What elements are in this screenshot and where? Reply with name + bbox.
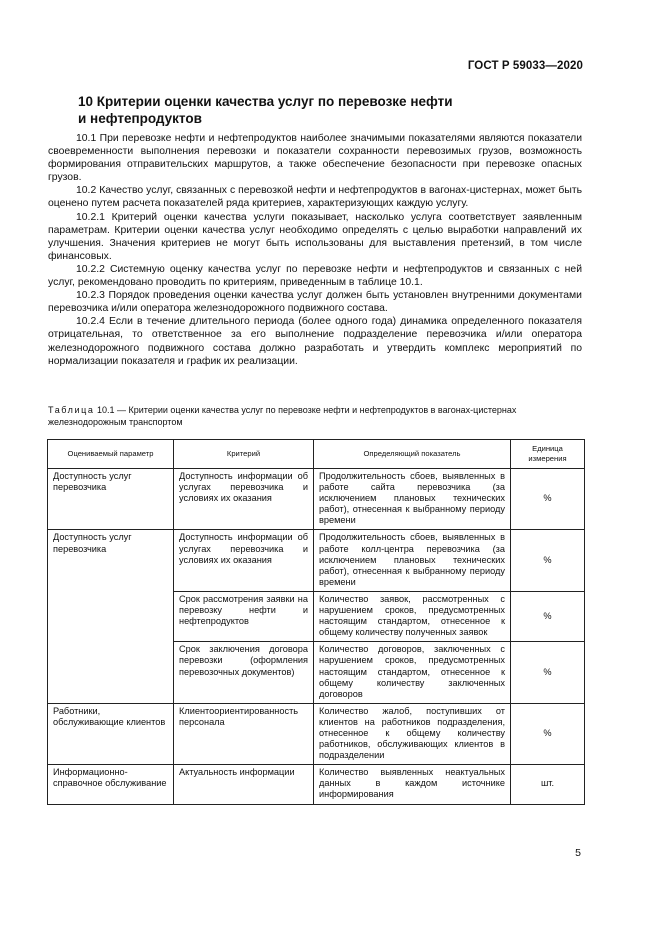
standard-code: ГОСТ Р 59033—2020 (467, 60, 583, 72)
cell-unit: % (511, 591, 585, 641)
cell-parameter: Работники, обслуживающие клиентов (48, 703, 174, 764)
section-title-line-1: 10 Критерии оценки качества услуг по перевозке нефти (78, 94, 453, 109)
cell-indicator: Продолжительность сбоев, выявленных в работе колл-центра перевозчика (за исключением плановых технических работ), отнесенная к выбранному периоду времени (314, 530, 511, 591)
paragraph-10-2-4: 10.2.4 Если в течение длительного периода (более одного года) динамика определенного показателя отрицательная, то ответственное за его выполнение подразделение перевозчика и/или оператора железнодорожного подвижного состава должно разработать и утвердить комплекс мероприятий по нормализации показателя и график их реализации. (48, 316, 582, 367)
table-caption-text: 10.1 — Критерии оценки качества услуг по перевозке нефти и нефтепродуктов в вагонах-цистернах железнодорожным транспортом (48, 405, 517, 427)
header-parameter: Оцениваемый параметр (48, 440, 174, 469)
cell-criterion: Клиентоориентированность персонала (174, 703, 314, 764)
cell-parameter: Доступность услуг перевозчика (48, 469, 174, 530)
table-row (48, 765, 585, 804)
table-row (48, 703, 585, 764)
cell-indicator: Количество жалоб, поступивших от клиентов на работников подразделения, отнесенное к общему количеству работников, обслуживающих клиентов в подразделении (314, 703, 511, 764)
cell-criterion: Доступность информации об услугах перевозчика и условиях их оказания (174, 530, 314, 591)
cell-criterion: Срок заключения договора перевозки (оформления перевозочных документов) (174, 642, 314, 703)
header-criterion: Критерий (174, 440, 314, 469)
cell-unit: % (511, 703, 585, 764)
table-caption-label: Таблица (48, 405, 95, 415)
paragraph-10-2-1: 10.2.1 Критерий оценки качества услуги показывает, насколько услуга соответствует заявленным параметрам. Критерии оценки качества услуг необходимо определять с целью выработки направлений их улучшения. Значения критериев не могут быть использованы для выставления претензий, в том числе финансовых. (48, 211, 582, 262)
paragraph-10-1: 10.1 При перевозке нефти и нефтепродуктов наиболее значимыми показателями являются показатели своевременности выполнения перевозки и показатели сохранности перевозимых грузов, возможность формирования отправительских маршрутов, а также обеспечение безопасности при перевозке опасных грузов. (48, 133, 582, 184)
paragraph-10-2-2: 10.2.2 Системную оценку качества услуг по перевозке нефти и нефтепродуктов и связанных с ней услуг, рекомендовано проводить по критериям, приведенным в таблице 10.1. (48, 263, 582, 289)
header-indicator: Определяющий показатель (314, 440, 511, 469)
cell-unit: шт. (511, 765, 585, 804)
cell-criterion: Доступность информации об услугах перевозчика и условиях их оказания (174, 469, 314, 530)
cell-parameter: Доступность услуг перевозчика (48, 530, 174, 703)
table-row (48, 469, 585, 530)
criteria-table (47, 439, 585, 805)
paragraph-10-2: 10.2 Качество услуг, связанных с перевозкой нефти и нефтепродуктов в вагонах-цистернах, может быть оценено путем расчета показателей ряда критериев, характеризующих каждую услугу. (48, 185, 582, 210)
section-title-line-2: и нефтепродуктов (78, 111, 202, 126)
body-text (48, 132, 582, 368)
cell-unit: % (511, 530, 585, 591)
cell-criterion: Срок рассмотрения заявки на перевозку нефти и нефтепродуктов (174, 591, 314, 641)
cell-criterion: Актуальность информации (174, 765, 314, 804)
cell-unit: % (511, 642, 585, 703)
cell-indicator: Количество договоров, заключенных с нарушением сроков, предусмотренных настоящим стандартом, отнесенное к общему количеству заключенных договоров (314, 642, 511, 703)
cell-parameter: Информационно-справочное обслуживание (48, 765, 174, 804)
cell-indicator: Продолжительность сбоев, выявленных в работе сайта перевозчика (за исключением плановых технических работ), отнесенная к выбранному периоду времени (314, 469, 511, 530)
header-unit: Единица измерения (511, 440, 585, 469)
cell-indicator: Количество выявленных неактуальных данных в каждом источнике информирования (314, 765, 511, 804)
section-title (78, 93, 578, 127)
table-caption (48, 404, 582, 428)
cell-unit: % (511, 469, 585, 530)
paragraph-10-2-3: 10.2.3 Порядок проведения оценки качества услуг должен быть установлен внутренними документами перевозчика и/или оператора железнодорожного подвижного состава. (48, 290, 582, 315)
cell-indicator: Количество заявок, рассмотренных с нарушением сроков, предусмотренных настоящим стандартом, отнесенное к общему количеству полученных заявок (314, 591, 511, 641)
table-header-row (48, 440, 585, 469)
table-row (48, 530, 585, 591)
page-number: 5 (575, 847, 581, 859)
